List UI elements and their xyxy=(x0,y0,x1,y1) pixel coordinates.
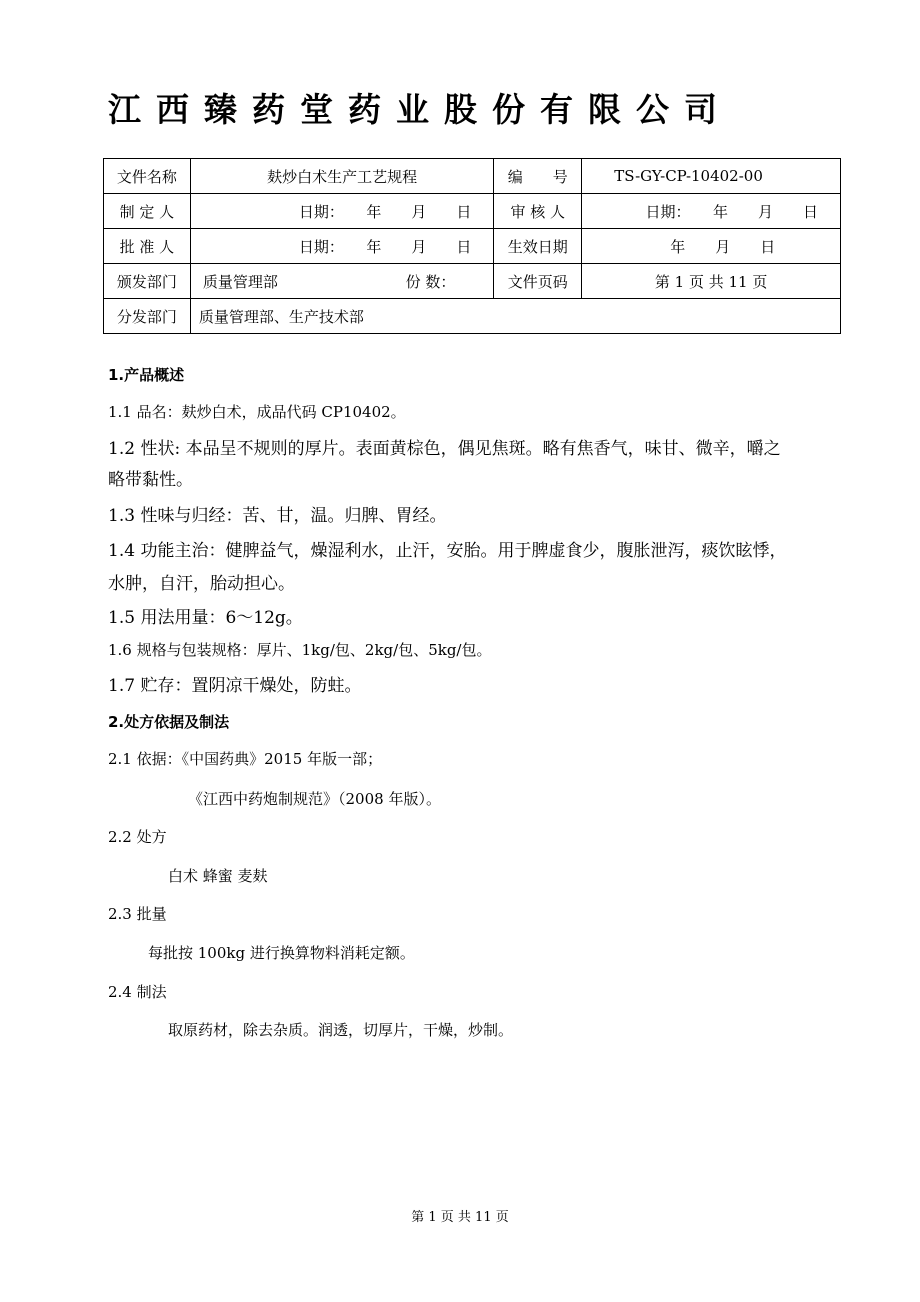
section-2-heading: 2.处方依据及制法 xyxy=(108,713,230,731)
value-code: TS-GY-CP-10402-00 xyxy=(582,159,841,194)
table-row xyxy=(104,159,841,194)
s2-line-2: 2.2 处方 xyxy=(108,828,167,846)
s1-line-2a: 1.2 性状: 本品呈不规则的厚片。表面黄棕色，偶见焦斑。略有焦香气，味甘、微辛，嚼之 xyxy=(108,439,781,459)
s2-line-1b: 《江西中药炮制规范》（2008 年版）。 xyxy=(188,790,441,808)
company-title: 江西臻药堂药业股份有限公司 xyxy=(108,90,732,129)
label-distribution-dept: 分发部门 xyxy=(104,299,191,334)
label-approver: 批 准 人 xyxy=(104,229,191,264)
s2-line-3b: 每批按 100kg 进行换算物料消耗定额。 xyxy=(148,944,415,962)
copies-label: 份 数： xyxy=(405,272,456,291)
document-header-table xyxy=(103,158,841,334)
value-file-name: 麸炒白术生产工艺规程 xyxy=(190,159,494,194)
s1-line-4b: 水肿，自汗，胎动担心。 xyxy=(108,574,295,594)
issuing-dept-name: 质量管理部 xyxy=(202,272,278,291)
value-page-number: 第 1 页 共 11 页 xyxy=(582,264,841,299)
section-1-heading: 1.产品概述 xyxy=(108,366,185,384)
value-approver-date: 日期： 年 月 日 xyxy=(190,229,494,264)
s1-line-1: 1.1 品名：麸炒白术，成品代码 CP10402。 xyxy=(108,403,406,421)
s1-line-4a: 1.4 功能主治：健脾益气，燥湿利水，止汗，安胎。用于脾虚食少，腹胀泄泻，痰饮眩悸， xyxy=(108,541,787,561)
value-effective-date: 年 月 日 xyxy=(582,229,841,264)
s2-line-1: 2.1 依据：《中国药典》2015 年版一部； xyxy=(108,750,383,768)
s2-line-2b: 白术 蜂蜜 麦麸 xyxy=(168,867,268,885)
table-row xyxy=(104,264,841,299)
label-reviewer: 审 核 人 xyxy=(494,194,582,229)
value-author-date: 日期： 年 月 日 xyxy=(190,194,494,229)
label-file-name: 文件名称 xyxy=(104,159,191,194)
label-page-number: 文件页码 xyxy=(494,264,582,299)
value-issuing-dept xyxy=(190,264,494,299)
s2-line-4: 2.4 制法 xyxy=(108,983,167,1001)
table-row xyxy=(104,299,841,334)
table-row xyxy=(104,229,841,264)
value-reviewer-date: 日期： 年 月 日 xyxy=(582,194,841,229)
label-author: 制 定 人 xyxy=(104,194,191,229)
label-issuing-dept: 颁发部门 xyxy=(104,264,191,299)
s1-line-6: 1.6 规格与包装规格：厚片、1kg/包、2kg/包、5kg/包。 xyxy=(108,641,492,659)
s1-line-7: 1.7 贮存：置阴凉干燥处，防蛀。 xyxy=(108,676,362,696)
label-effective-date: 生效日期 xyxy=(494,229,582,264)
s1-line-3: 1.3 性味与归经：苦、甘，温。归脾、胃经。 xyxy=(108,506,447,526)
label-code: 编 号 xyxy=(494,159,582,194)
s2-line-4b: 取原药材，除去杂质。润透，切厚片，干燥，炒制。 xyxy=(168,1021,514,1039)
table-row xyxy=(104,194,841,229)
s2-line-3: 2.3 批量 xyxy=(108,905,167,923)
s1-line-2b: 略带黏性。 xyxy=(108,470,193,490)
value-distribution-dept: 质量管理部、生产技术部 xyxy=(190,299,840,334)
page-footer: 第 1 页 共 11 页 xyxy=(411,1210,509,1225)
s1-line-5: 1.5 用法用量：6～12g。 xyxy=(108,608,303,628)
